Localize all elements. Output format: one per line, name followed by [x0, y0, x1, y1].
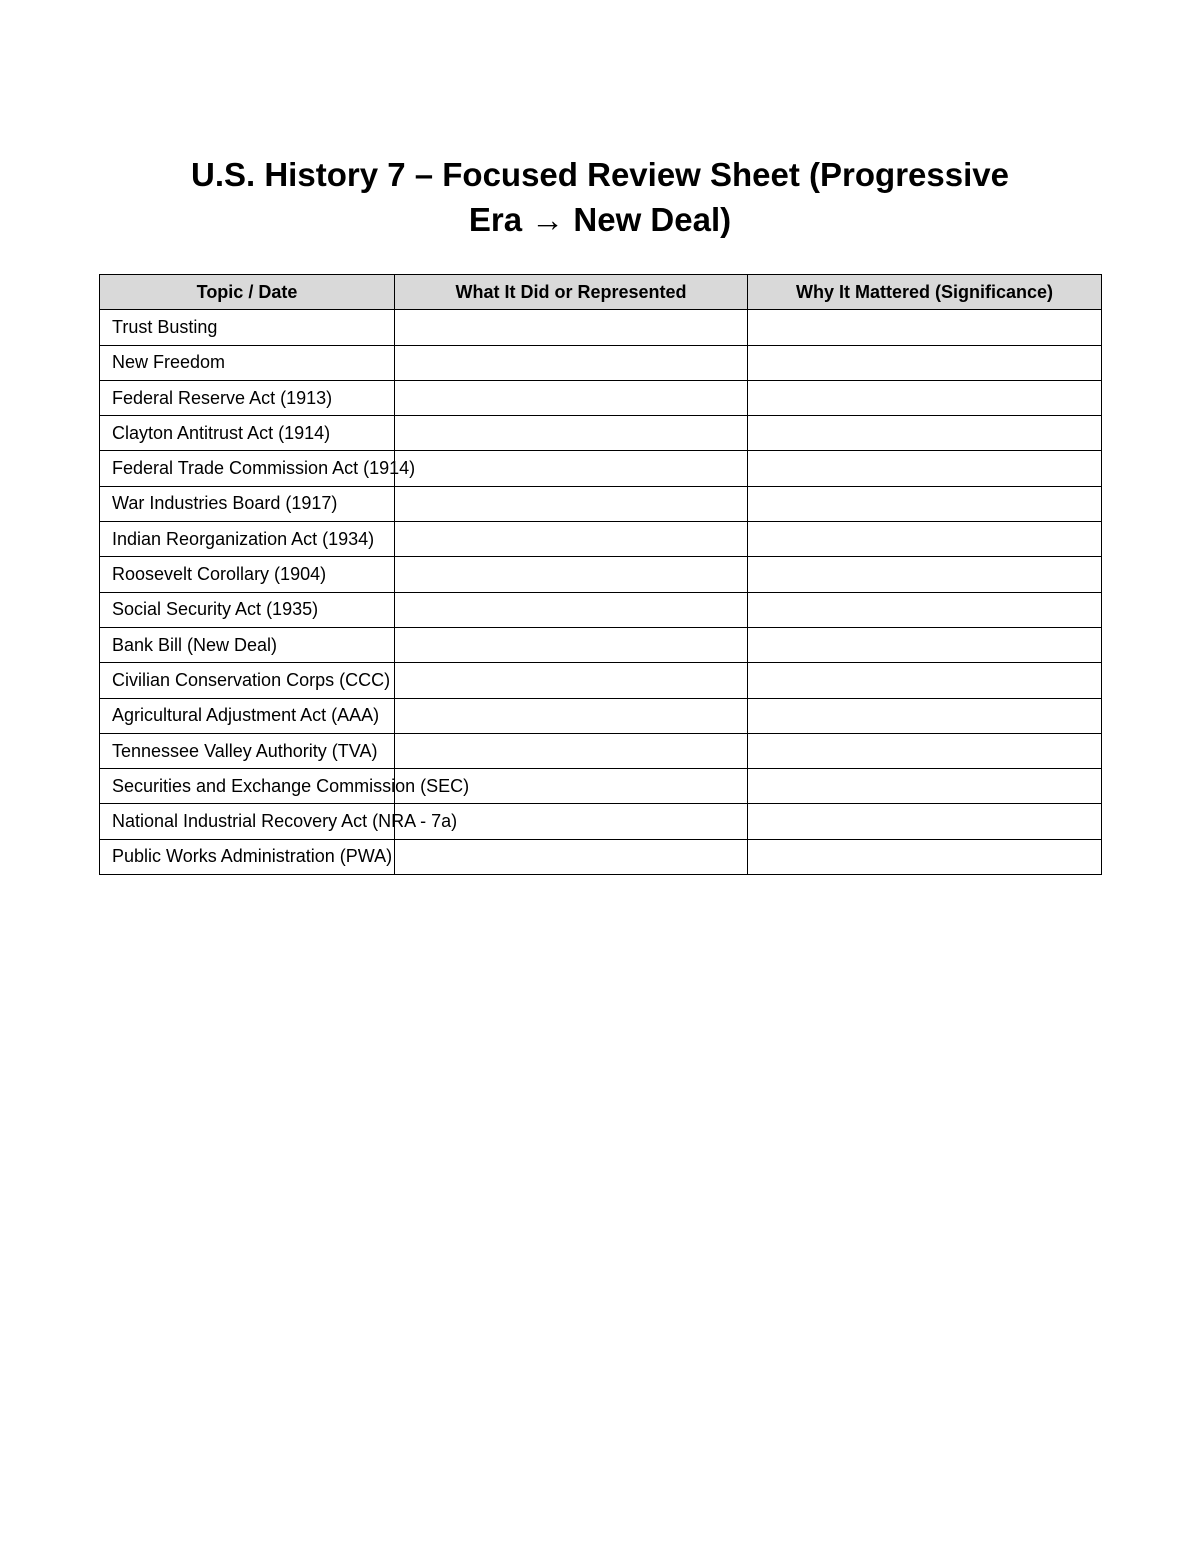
why-it-mattered-cell[interactable]: [748, 451, 1102, 486]
topic-cell: [100, 557, 395, 592]
what-it-did-cell[interactable]: [395, 839, 748, 874]
why-it-mattered-cell[interactable]: [748, 345, 1102, 380]
table-row: [100, 310, 1102, 345]
topic-label: Roosevelt Corollary (1904): [112, 564, 327, 585]
why-it-mattered-cell[interactable]: [748, 804, 1102, 839]
why-it-mattered-cell[interactable]: [748, 592, 1102, 627]
table-row: [100, 557, 1102, 592]
topic-label: New Freedom: [112, 352, 226, 373]
what-it-did-cell[interactable]: [395, 380, 748, 415]
why-it-mattered-cell[interactable]: [748, 769, 1102, 804]
topic-label: National Industrial Recovery Act (NRA - 7a): [112, 811, 458, 832]
what-it-did-cell[interactable]: [395, 663, 748, 698]
topic-label: Securities and Exchange Commission (SEC): [112, 775, 470, 796]
topic-cell: [100, 380, 395, 415]
table-row: [100, 804, 1102, 839]
page-title-line-2: Era → New Deal): [468, 201, 732, 238]
table-row: [100, 839, 1102, 874]
why-it-mattered-cell[interactable]: [748, 380, 1102, 415]
topic-label: Public Works Administration (PWA): [112, 846, 393, 867]
topic-cell: [100, 804, 458, 839]
what-it-did-cell[interactable]: [395, 416, 748, 451]
table-row: [100, 592, 1102, 627]
header-what-it-did: What It Did or Represented: [395, 275, 748, 310]
what-it-did-cell[interactable]: [395, 627, 748, 662]
why-it-mattered-cell[interactable]: [748, 416, 1102, 451]
why-it-mattered-cell[interactable]: [748, 627, 1102, 662]
table-header-row: [100, 275, 1102, 310]
topic-cell: [100, 627, 395, 662]
what-it-did-cell[interactable]: [395, 733, 748, 768]
topic-cell: [100, 698, 395, 733]
header-topic-date: Topic / Date: [100, 275, 395, 310]
table-row: [100, 522, 1102, 557]
topic-label: War Industries Board (1917): [112, 493, 338, 514]
table-row: [100, 627, 1102, 662]
topic-cell: [100, 416, 395, 451]
table-row: [100, 733, 1102, 768]
topic-label: Bank Bill (New Deal): [112, 634, 278, 655]
topic-label: Civilian Conservation Corps (CCC): [112, 669, 391, 690]
why-it-mattered-cell[interactable]: [748, 486, 1102, 521]
topic-cell: [100, 663, 395, 698]
why-it-mattered-cell[interactable]: [748, 698, 1102, 733]
what-it-did-cell[interactable]: [395, 451, 748, 486]
topic-cell: [100, 839, 395, 874]
what-it-did-cell[interactable]: [395, 592, 748, 627]
table-row: [100, 486, 1102, 521]
table-row: [100, 416, 1102, 451]
why-it-mattered-cell[interactable]: [748, 733, 1102, 768]
topic-cell: [100, 310, 395, 345]
header-why-it-mattered: Why It Mattered (Significance): [748, 275, 1102, 310]
what-it-did-cell[interactable]: [395, 310, 748, 345]
why-it-mattered-cell[interactable]: [748, 310, 1102, 345]
topic-label: Trust Busting: [112, 316, 218, 337]
table-row: [100, 345, 1102, 380]
topic-cell: [100, 769, 470, 804]
why-it-mattered-cell[interactable]: [748, 839, 1102, 874]
review-table: [99, 274, 1102, 875]
table-row: [100, 769, 1102, 804]
topic-label: Agricultural Adjustment Act (AAA): [112, 705, 380, 726]
topic-cell: [100, 486, 395, 521]
topic-label: Indian Reorganization Act (1934): [112, 528, 375, 549]
topic-label: Clayton Antitrust Act (1914): [112, 422, 331, 443]
topic-cell: [100, 345, 395, 380]
page-title-line-1: U.S. History 7 – Focused Review Sheet (Progressive: [191, 156, 1009, 193]
table-row: [100, 698, 1102, 733]
what-it-did-cell[interactable]: [395, 698, 748, 733]
topic-label: Federal Reserve Act (1913): [112, 387, 333, 408]
topic-cell: [100, 522, 395, 557]
why-it-mattered-cell[interactable]: [748, 663, 1102, 698]
table-row: [100, 451, 1102, 486]
table-row: [100, 380, 1102, 415]
topic-cell: [100, 451, 416, 486]
what-it-did-cell[interactable]: [395, 486, 748, 521]
topic-cell: [100, 733, 395, 768]
what-it-did-cell[interactable]: [395, 345, 748, 380]
what-it-did-cell[interactable]: [395, 522, 748, 557]
table-row: [100, 663, 1102, 698]
topic-label: Federal Trade Commission Act (1914): [112, 458, 416, 479]
topic-label: Tennessee Valley Authority (TVA): [112, 740, 378, 761]
what-it-did-cell[interactable]: [395, 557, 748, 592]
topic-cell: [100, 592, 395, 627]
why-it-mattered-cell[interactable]: [748, 522, 1102, 557]
topic-label: Social Security Act (1935): [112, 599, 319, 620]
why-it-mattered-cell[interactable]: [748, 557, 1102, 592]
page-title: [100, 152, 1100, 242]
